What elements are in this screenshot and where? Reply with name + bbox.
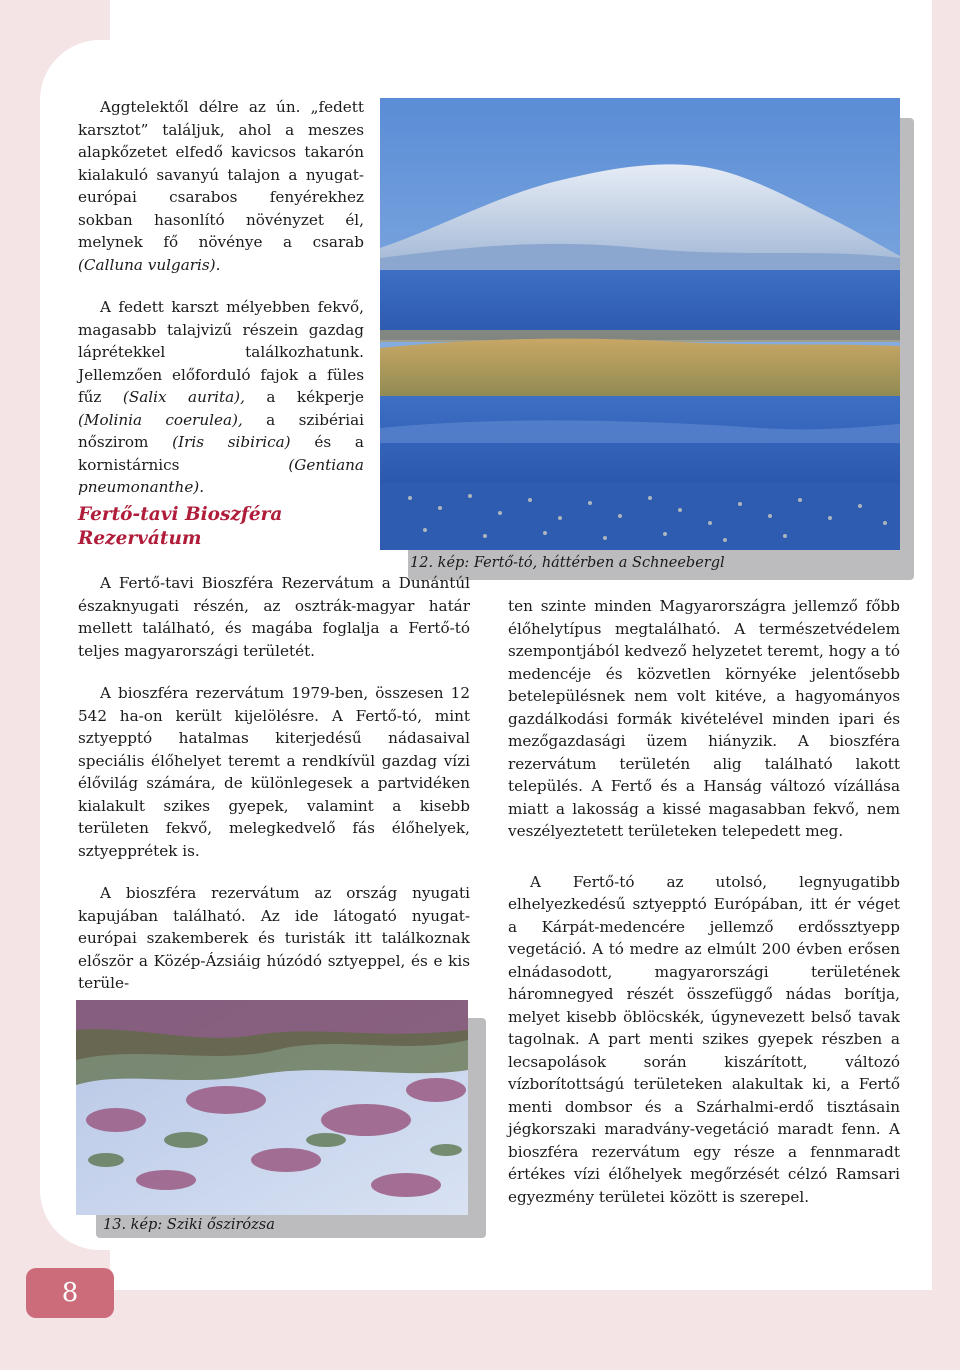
- right-main-column: [508, 595, 900, 1228]
- body-paragraph: A Fertő-tó az utolsó, legnyugatibb elhelyezkedésű sztyepptó Európában, itt ér véget a Kárpát-medencére jellemző erdőssztyepp vegetáció. A tó medre az elmúlt 200 évben erősen elnádasodott, magyarországi területének háromnegyed részét összefüggő nádas borítja, melyet kisebb öblöcskék, úgynevezett belső tavak tagolnak. A part menti szikes gyepek részben a lecsapolások során kiszárított, változó vízborítottságú területeken alakultak ki, a Fertő menti dombsor és a Szárhalmi-erdő tisztásain jégkorszaki maradvány-vegetáció maradt fenn. A bioszféra rezervátum egy része a fennmaradt értékes vízi élőhelyek megőrzését célzó Ramsari egyezmény területei között is szerepel.: [508, 872, 900, 1206]
- species-latin-name: (Calluna vulgaris).: [78, 255, 221, 274]
- species-latin-name: (Gentiana pneumonanthe).: [78, 455, 364, 496]
- page-right-band: [932, 0, 960, 1370]
- lake-landscape-photo-svg: [380, 98, 900, 550]
- photo-13-caption: 13. kép: Sziki őszirózsa: [103, 1217, 275, 1233]
- species-latin-name: (Salix aurita),: [122, 388, 245, 406]
- aster-meadow-photo-svg: [76, 1000, 468, 1215]
- intro-text-run: a szibériai nőszirom: [78, 410, 365, 451]
- intro-text-run: és a kornistárnics: [78, 433, 364, 474]
- body-paragraph: A bioszféra rezervátum az ország nyugati kapujában található. Az ide látogató nyugat-európai szakemberek és turisták itt találkoznak először a Közép-Ázsiáig húzódó sztyeppel, és e kis terüle-: [78, 884, 470, 992]
- intro-paragraph: [78, 296, 364, 499]
- body-paragraph: A Fertő-tavi Bioszféra Rezervátum a Dunántúl északnyugati részén, az osztrák-magyar határ mellett található, és magába foglalja a Fertő-tó teljes magyarországi területét.: [78, 574, 470, 660]
- intro-text-run: A fedett karszt mélyebben fekvő, magasabb talajvizű részein gazdag láprétekkel találkozhatunk. Jellemzően előforduló fajok a füles fűz: [78, 298, 364, 406]
- intro-text-column: [78, 96, 364, 519]
- species-latin-name: (Iris sibirica): [172, 433, 291, 451]
- intro-text-run: a kékperje: [244, 388, 364, 406]
- page-number: 8: [61, 1278, 79, 1308]
- page-bottom-band: [0, 1290, 960, 1370]
- intro-paragraph: [78, 96, 364, 276]
- lake-landscape-photo: [380, 98, 900, 550]
- photo-12-caption: 12. kép: Fertő-tó, háttérben a Schneebergl: [410, 555, 725, 571]
- section-heading: Fertő-tavi Bioszféra Rezervátum: [78, 504, 283, 549]
- left-main-column: [78, 572, 470, 1015]
- body-paragraph: ten szinte minden Magyarországra jellemző főbb élőhelytípus megtalálható. A természetvédelem szempontjából kedvező helyzetet teremt, hogy a tó medencéje és közvetlen környéke jelentősebb betelepülésnek nem volt kitéve, a hagyományos gazdálkodási formák kivételével minden ipari és mezőgazdasági üzem hiányzik. A bioszféra rezervátum területén alig található lakott település. A Fertő és a Hanság változó vízállása miatt a lakosság a kissé magasabban fekvő, nem veszélyeztetett területeken telepedett meg.: [508, 597, 900, 840]
- body-paragraph: A bioszféra rezervátum 1979-ben, összesen 12 542 ha-on került kijelölésre. A Fertő-tó, mint sztyepptó hatalmas kiterjedésű nádasaival speciális élőhelyet teremt a rendkívül gazdag vízi élővilág számára, de különlegesek a partvidéken kialakult szikes gyepek, valamint a kisebb területen fekvő, melegkedvelő fás élőhelyek, sztyepprétek is.: [78, 684, 470, 860]
- intro-text-run: Aggtelektől délre az ún. „fedett karsztot” találjuk, ahol a meszes alapkőzetet elfedő kavicsos takarón kialakuló savanyú talajon a nyugat-európai csarabos fenyérekhez sokban hasonlító növényzet él, melynek fő növénye a csarab: [78, 98, 364, 251]
- aster-meadow-photo: [76, 1000, 468, 1215]
- species-latin-name: (Molinia coerulea),: [78, 410, 243, 429]
